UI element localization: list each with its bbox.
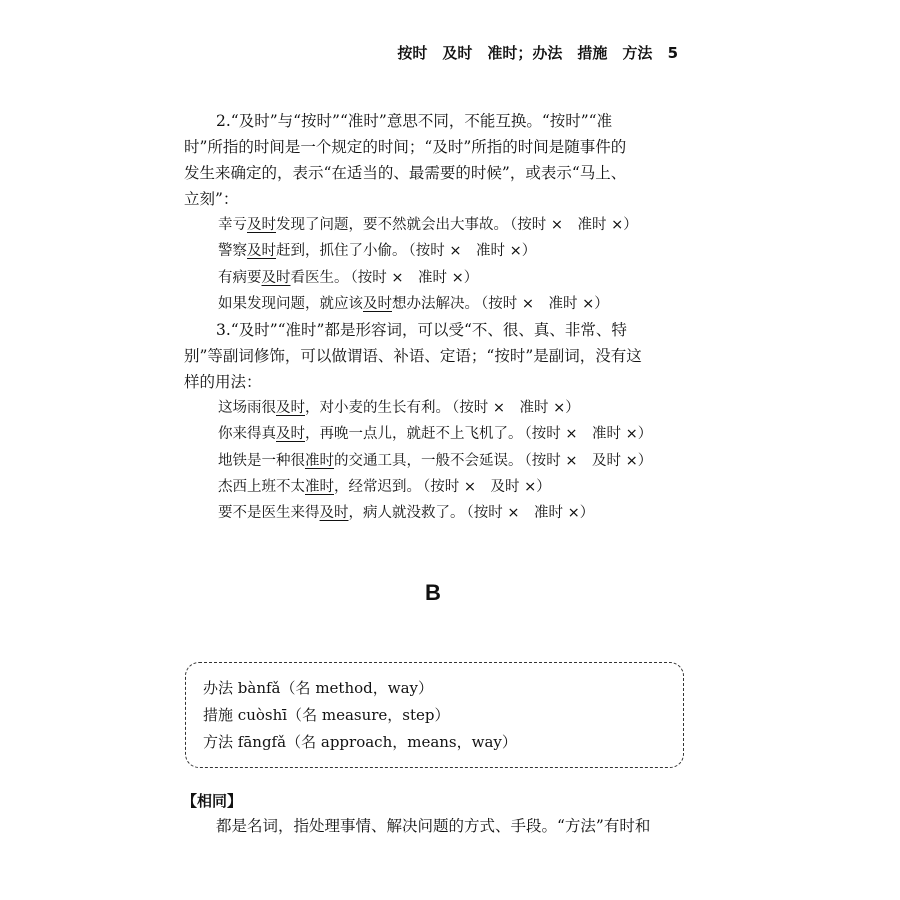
running-title: 按时 及时 准时；办法 措施 方法 [397, 44, 653, 62]
example-sentence: 有病要及时看医生。 （按时 × 准时 ×） [218, 269, 479, 286]
vocab-word: 方法 [203, 733, 234, 751]
same-paragraph: 都是名词，指处理事情、解决问题的方式、手段。“方法”有时和 [216, 817, 651, 835]
point-3-line: 样的用法： [184, 373, 262, 392]
example-sentence: 杰西上班不太准时，经常迟到。 （按时 × 及时 ×） [218, 479, 551, 496]
keyword-underlined: 及时 [276, 426, 305, 443]
point-2-line: 2.“及时”与“按时”“准时”意思不同，不能互换。“按时”“准 [216, 112, 613, 130]
running-header [397, 42, 678, 63]
example-sentence: 警察及时赶到，抓住了小偷。 （按时 × 准时 ×） [218, 243, 537, 260]
vocab-entry: 措施 cuòshī（名 measure，step） [203, 706, 450, 724]
substitution-mark: （按时 × 准时 ×） [524, 426, 653, 443]
same-heading: 【相同】 [182, 792, 243, 810]
example-sentence: 幸亏及时发现了问题，要不然就会出大事故。 （按时 × 准时 ×） [218, 217, 638, 233]
vocab-pos: 名 [301, 733, 317, 751]
vocab-gloss: method，way [315, 679, 418, 697]
keyword-underlined: 及时 [247, 243, 276, 260]
point-2-block [184, 108, 682, 527]
example-sentence: 地铁是一种很准时的交通工具，一般不会延误。 （按时 × 及时 ×） [218, 452, 653, 469]
vocab-pos: 名 [302, 706, 318, 724]
section-heading: B [425, 580, 441, 605]
point-2-line: 时”所指的时间是一个规定的时间；“及时”所指的时间是随事件的 [184, 138, 627, 156]
point-3-line: 别”等副词修饰，可以做谓语、补语、定语；“按时”是副词，没有这 [184, 347, 642, 366]
substitution-mark: （按时 × 准时 ×） [408, 243, 537, 260]
keyword-underlined: 准时 [305, 479, 334, 496]
substitution-mark: （按时 × 准时 ×） [466, 505, 595, 522]
vocab-entry: 方法 fāngfǎ（名 approach，means，way） [203, 733, 517, 751]
example-sentence: 你来得真及时，再晚一点儿，就赶不上飞机了。 （按时 × 准时 ×） [218, 426, 653, 443]
keyword-underlined: 准时 [305, 452, 334, 469]
page-number: 5 [667, 44, 678, 62]
vocab-pinyin: fāngfǎ [237, 733, 287, 751]
substitution-mark: （按时 × 准时 ×） [350, 269, 479, 286]
vocab-pinyin: bànfǎ [237, 679, 281, 697]
substitution-mark: （按时 × 及时 ×） [423, 479, 551, 496]
keyword-underlined: 及时 [363, 295, 392, 312]
vocab-word: 措施 [203, 706, 234, 724]
vocab-pinyin: cuòshī [237, 706, 288, 724]
vocab-word: 办法 [203, 679, 234, 697]
keyword-underlined: 及时 [319, 505, 349, 522]
example-sentence: 如果发现问题，就应该及时想办法解决。 （按时 × 准时 ×） [218, 295, 609, 312]
substitution-mark: （按时 × 准时 ×） [481, 295, 609, 312]
substitution-mark: （按时 × 准时 ×） [452, 400, 580, 417]
point-2-line: 发生来确定的，表示“在适当的、最需要的时候”，或表示“马上、 [184, 164, 627, 182]
point-3-line: 3.“及时”“准时”都是形容词，可以受“不、很、真、非常、特 [216, 321, 627, 340]
vocab-gloss: approach，means，way [320, 733, 502, 751]
keyword-underlined: 及时 [247, 217, 276, 233]
vocab-entry: 办法 bànfǎ（名 method，way） [203, 679, 434, 697]
point-2-line: 立刻”： [184, 190, 239, 208]
keyword-underlined: 及时 [276, 400, 305, 417]
vocab-pos: 名 [295, 679, 311, 697]
vocab-gloss: measure，step [321, 706, 435, 724]
substitution-mark: （按时 × 及时 ×） [524, 452, 653, 469]
vocabulary-box [185, 662, 684, 768]
example-sentence: 要不是医生来得及时，病人就没救了。 （按时 × 准时 ×） [218, 505, 595, 522]
example-sentence: 这场雨很及时，对小麦的生长有利。 （按时 × 准时 ×） [218, 400, 580, 417]
keyword-underlined: 及时 [261, 269, 291, 286]
substitution-mark: （按时 × 准时 ×） [510, 217, 638, 233]
